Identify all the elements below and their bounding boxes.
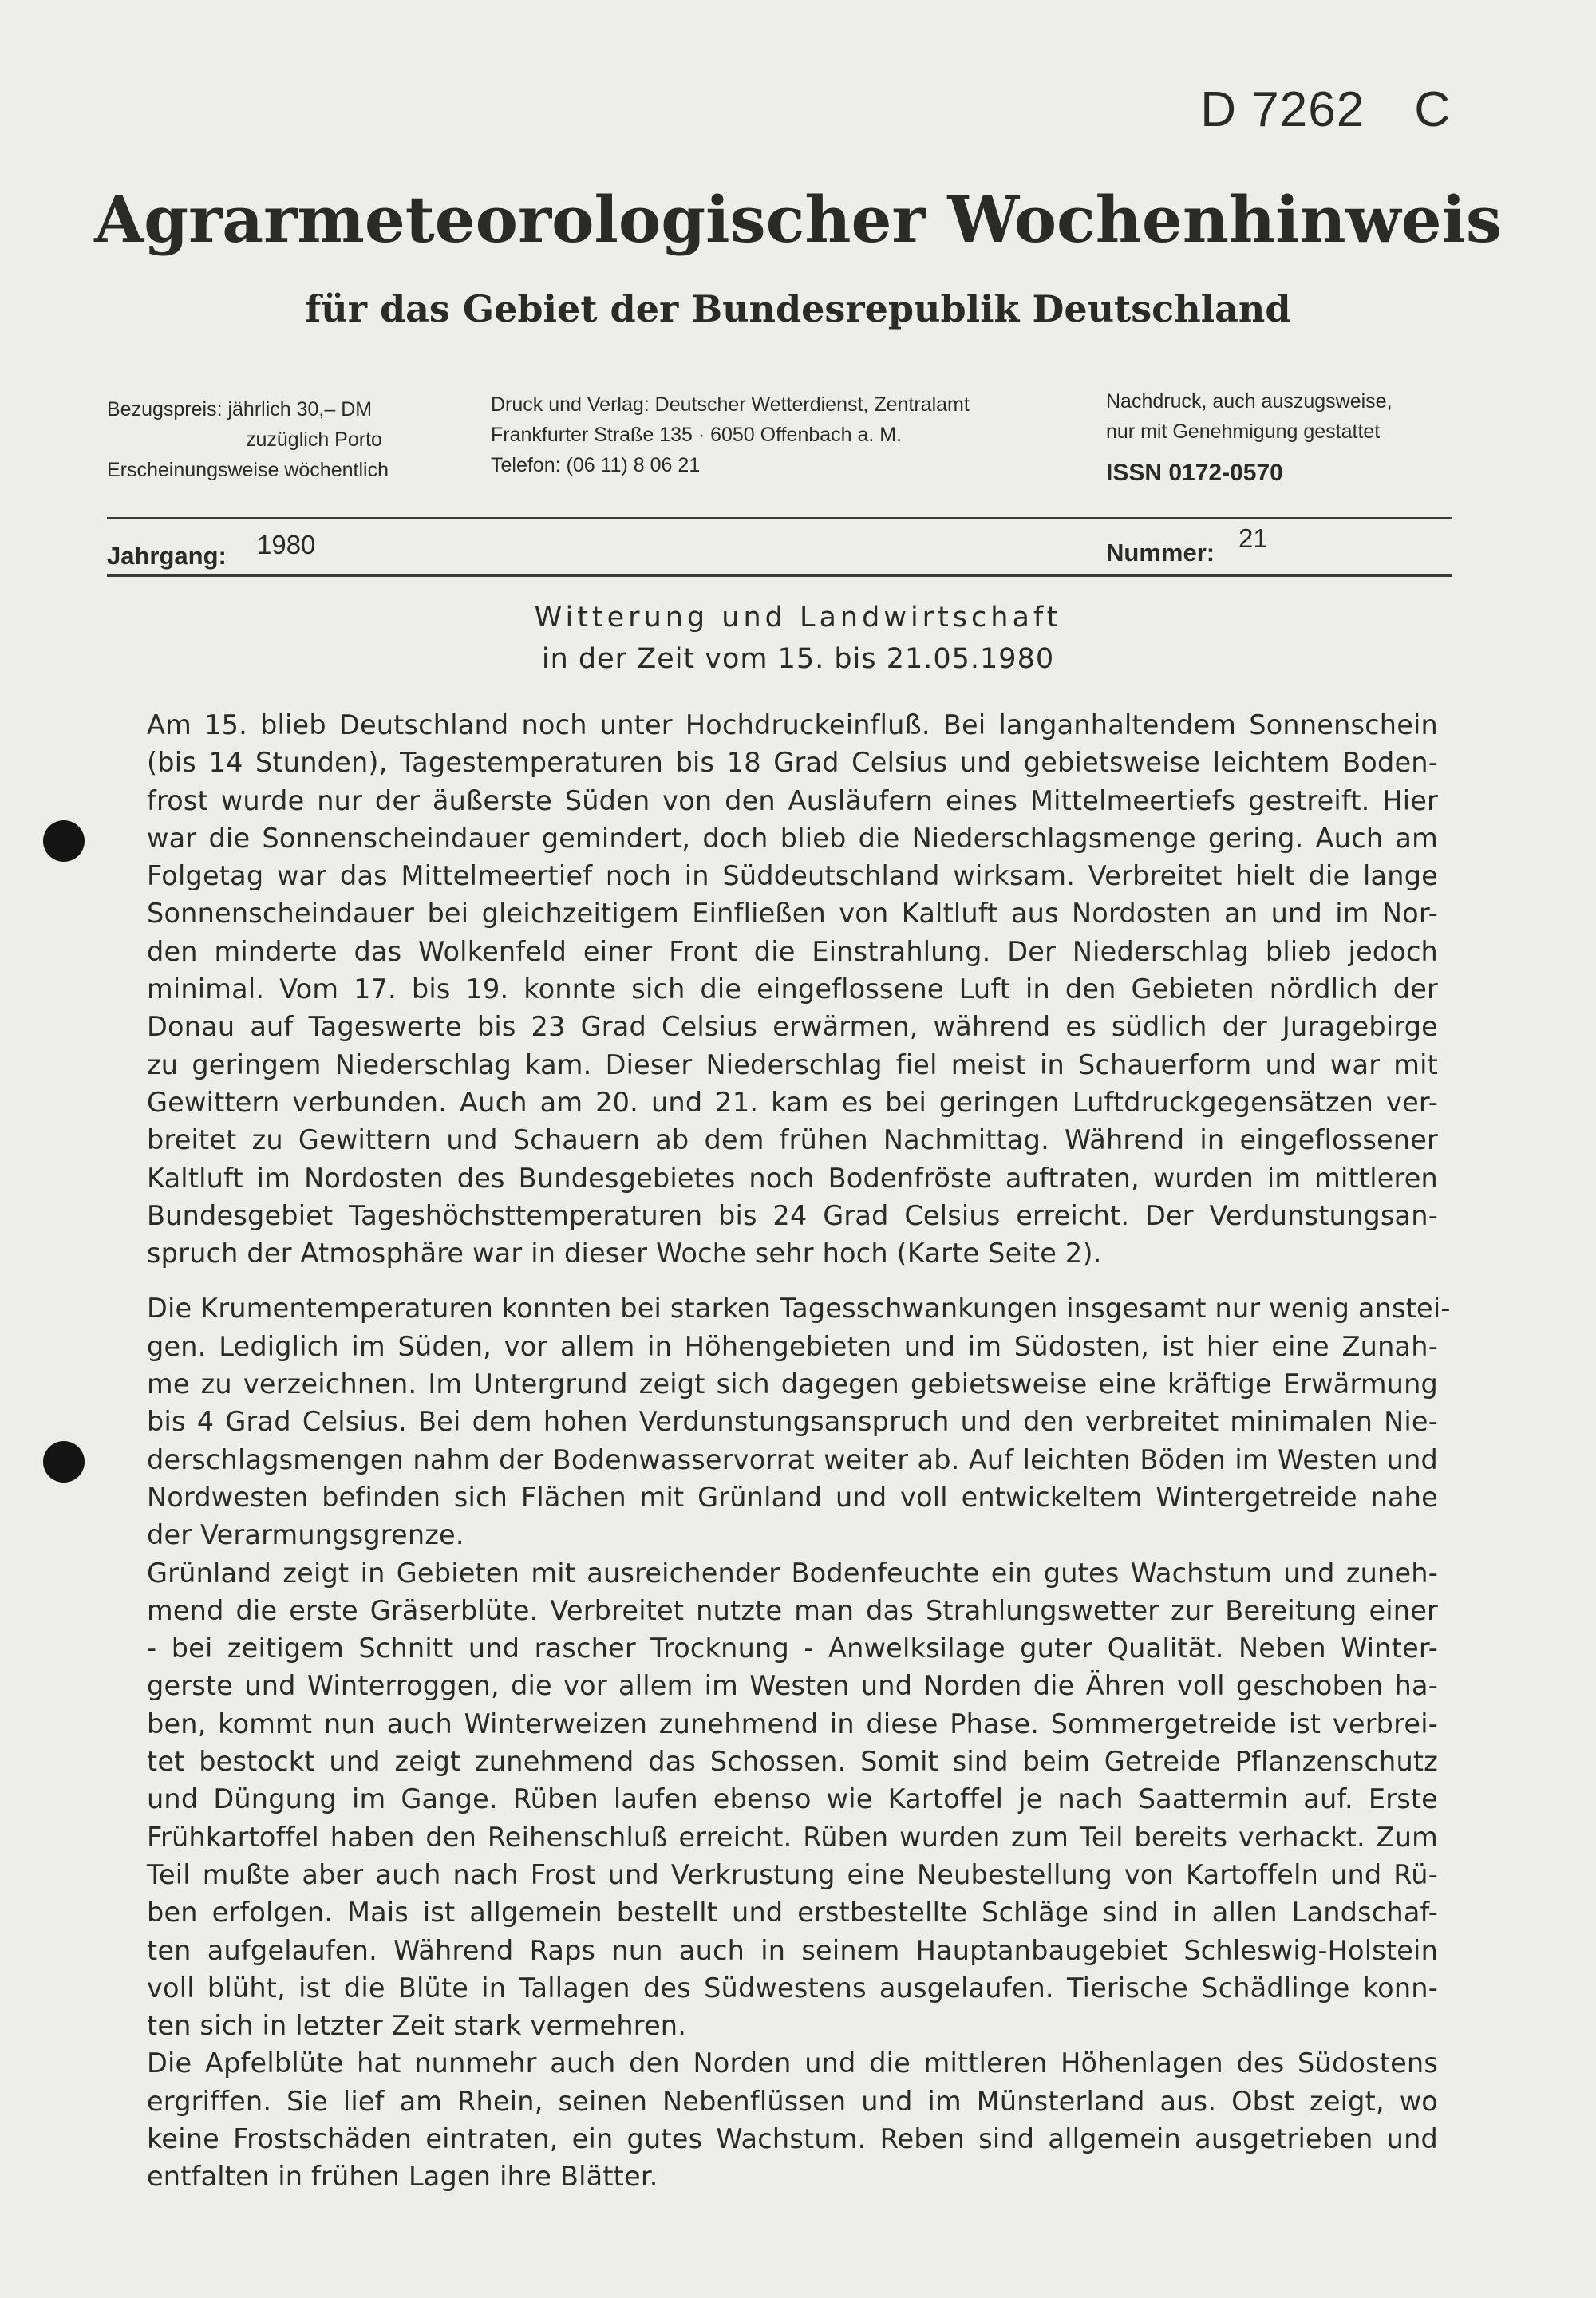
- price-line: Bezugspreis: jährlich 30,– DM: [107, 398, 373, 421]
- text-line: frost wurde nur der äußerste Süden von den Ausläufern eines Mittelmeertiefs gestreift. Hier: [147, 784, 1438, 816]
- text-line: zu geringem Niederschlag kam. Dieser Niederschlag fiel meist in Schauerform und war mit: [147, 1048, 1438, 1080]
- postage-line: zuzüglich Porto: [246, 428, 382, 451]
- text-line: spruch der Atmosphäre war in dieser Woche sehr hoch (Karte Seite 2).: [147, 1238, 1102, 1269]
- text-line: breitet zu Gewittern und Schauern ab dem frühen Nachmittag. Während in eingeflossener: [147, 1124, 1438, 1156]
- subscription-info: [107, 394, 389, 485]
- text-line: der Verarmungsgrenze.: [147, 1519, 464, 1551]
- text-line: entfalten in frühen Lagen ihre Blätter.: [147, 2161, 658, 2193]
- report-heading: [0, 597, 1596, 680]
- frequency-line: Erscheinungsweise wöchentlich: [107, 459, 389, 481]
- text-line: Bundesgebiet Tageshöchsttemperaturen bis 24 Grad Celsius erreicht. Der Verdunstungsan-: [147, 1199, 1438, 1231]
- report-paragraph2: [147, 1289, 1451, 1554]
- nummer-label: Nummer:: [1106, 539, 1215, 567]
- report-paragraph3: [147, 1554, 1438, 2045]
- text-line: minimal. Vom 17. bis 19. konnte sich die eingeflossene Luft in den Gebieten nördlich der: [147, 973, 1438, 1005]
- page-subtitle: für das Gebiet der Bundesrepublik Deutschland: [305, 287, 1291, 330]
- text-line: Die Apfelblüte hat nunmehr auch den Norden und die mittleren Höhenlagen des Südostens: [147, 2047, 1438, 2079]
- permission-line: nur mit Genehmigung gestattet: [1106, 421, 1381, 443]
- text-line: - bei zeitigem Schnitt und rascher Trocknung - Anwelksilage guter Qualität. Neben Winter-: [147, 1633, 1438, 1664]
- text-line: (bis 14 Stunden), Tagestemperaturen bis 18 Grad Celsius und gebietsweise leichtem Boden-: [147, 747, 1438, 779]
- text-line: den minderte das Wolkenfeld einer Front die Einstrahlung. Der Niederschlag blieb jedoch: [147, 935, 1438, 967]
- jahrgang-value: 1980: [257, 530, 316, 559]
- publisher-line: Druck und Verlag: Deutscher Wetterdienst, Zentralamt: [491, 393, 970, 416]
- text-line: ergriffen. Sie lief am Rhein, seinen Nebenflüssen und im Münsterland aus. Obst zeigt, wo: [147, 2085, 1438, 2117]
- publisher-info: [491, 389, 970, 480]
- text-line: Frühkartoffel haben den Reihenschluß erreicht. Rüben wurden zum Teil bereits verhackt. Zum: [147, 1821, 1438, 1853]
- phone-line: Telefon: (06 11) 8 06 21: [491, 454, 701, 476]
- divider-bottom: [107, 574, 1452, 577]
- text-line: war die Sonnenscheindauer gemindert, doch blieb die Niederschlagsmenge gering. Auch am: [147, 822, 1438, 854]
- nummer-value: 21: [1238, 523, 1268, 553]
- text-line: tet bestockt und zeigt zunehmend das Schossen. Somit sind beim Getreide Pflanzenschutz: [147, 1746, 1438, 1778]
- text-line: ten aufgelaufen. Während Raps nun auch in seinem Hauptanbaugebiet Schleswig-Holstein: [147, 1934, 1438, 1966]
- text-line: Kaltluft im Nordosten des Bundesgebietes noch Bodenfröste auftraten, wurden im mittleren: [147, 1162, 1438, 1194]
- text-line: Die Krumentemperaturen konnten bei starken Tagesschwankungen insgesamt nur wenig anstei-: [147, 1293, 1451, 1325]
- code-letter: C: [1414, 82, 1451, 137]
- text-line: gerste und Winterroggen, die vor allem im Westen und Norden die Ähren voll geschoben ha-: [147, 1670, 1438, 1702]
- page-title: Agrarmeteorologischer Wochenhinweis: [94, 182, 1502, 257]
- text-line: ben, kommt nun auch Winterweizen zunehmend in diese Phase. Sommergetreide ist verbrei-: [147, 1708, 1438, 1739]
- text-line: und Düngung im Gange. Rüben laufen ebenso wie Kartoffel je nach Saattermin auf. Erste: [147, 1783, 1438, 1815]
- reprint-info: [1106, 386, 1393, 488]
- text-line: gen. Lediglich im Süden, vor allem in Höhengebieten und im Südosten, ist hier eine Zunah-: [147, 1330, 1438, 1362]
- report-heading-period: in der Zeit vom 15. bis 21.05.1980: [541, 643, 1055, 675]
- report-paragraph1: [147, 706, 1438, 1272]
- text-line: Gewittern verbunden. Auch am 20. und 21. kam es bei geringen Luftdruckgegensätzen ver-: [147, 1086, 1438, 1118]
- jahrgang-label: Jahrgang:: [107, 542, 227, 570]
- divider-top: [107, 517, 1452, 519]
- text-line: bis 4 Grad Celsius. Bei dem hohen Verdunstungsanspruch und den verbreitet minimalen Nie-: [147, 1406, 1438, 1438]
- text-line: Teil mußte aber auch nach Frost und Verkrustung eine Neubestellung von Kartoffeln und Rü-: [147, 1858, 1438, 1890]
- report-heading-title: Witterung und Landwirtschaft: [534, 602, 1062, 634]
- text-line: Grünland zeigt in Gebieten mit ausreichender Bodenfeuchte ein gutes Wachstum und zuneh-: [147, 1557, 1438, 1589]
- text-line: Folgetag war das Mittelmeertief noch in Süddeutschland wirksam. Verbreitet hielt die lange: [147, 860, 1438, 892]
- text-line: Nordwesten befinden sich Flächen mit Grünland und voll entwickeltem Wintergetreide nahe: [147, 1481, 1438, 1513]
- text-line: keine Frostschäden eintraten, ein gutes Wachstum. Reben sind allgemein ausgetrieben und: [147, 2122, 1438, 2154]
- address-line: Frankfurter Straße 135 · 6050 Offenbach a. M.: [491, 424, 903, 446]
- text-line: mend die erste Gräserblüte. Verbreitet nutzte man das Strahlungswetter zur Bereitung einer: [147, 1594, 1438, 1626]
- text-line: ben erfolgen. Mais ist allgemein bestellt und erstbestellte Schläge sind in allen Landschaf-: [147, 1897, 1438, 1929]
- report-paragraph4: [147, 2044, 1438, 2195]
- text-line: Donau auf Tageswerte bis 23 Grad Celsius erwärmen, während es südlich der Juragebirge: [147, 1011, 1438, 1043]
- reprint-line: Nachdruck, auch auszugsweise,: [1106, 390, 1393, 413]
- paragraph-gap: [147, 1272, 1438, 1289]
- text-line: voll blüht, ist die Blüte in Tallagen des Südwestens ausgelaufen. Tierische Schädlinge konn-: [147, 1972, 1438, 2004]
- punch-hole: [43, 1441, 85, 1483]
- text-line: ten sich in letzter Zeit stark vermehren.: [147, 2010, 687, 2042]
- text-line: me zu verzeichnen. Im Untergrund zeigt sich dagegen gebietsweise eine kräftige Erwärmung: [147, 1368, 1438, 1400]
- punch-hole: [43, 820, 85, 862]
- text-line: Sonnenscheindauer bei gleichzeitigem Einfließen von Kaltluft aus Nordosten an und im Nor-: [147, 898, 1438, 930]
- issn: ISSN 0172-0570: [1106, 460, 1283, 486]
- report-body: [147, 706, 1451, 2196]
- text-line: Am 15. blieb Deutschland noch unter Hochdruckeinfluß. Bei langanhaltendem Sonnenschein: [147, 709, 1438, 740]
- text-line: derschlagsmengen nahm der Bodenwasservorrat weiter ab. Auf leichten Böden im Westen und: [147, 1443, 1438, 1475]
- document-code: [1200, 81, 1451, 138]
- code-number: D 7262: [1200, 82, 1365, 137]
